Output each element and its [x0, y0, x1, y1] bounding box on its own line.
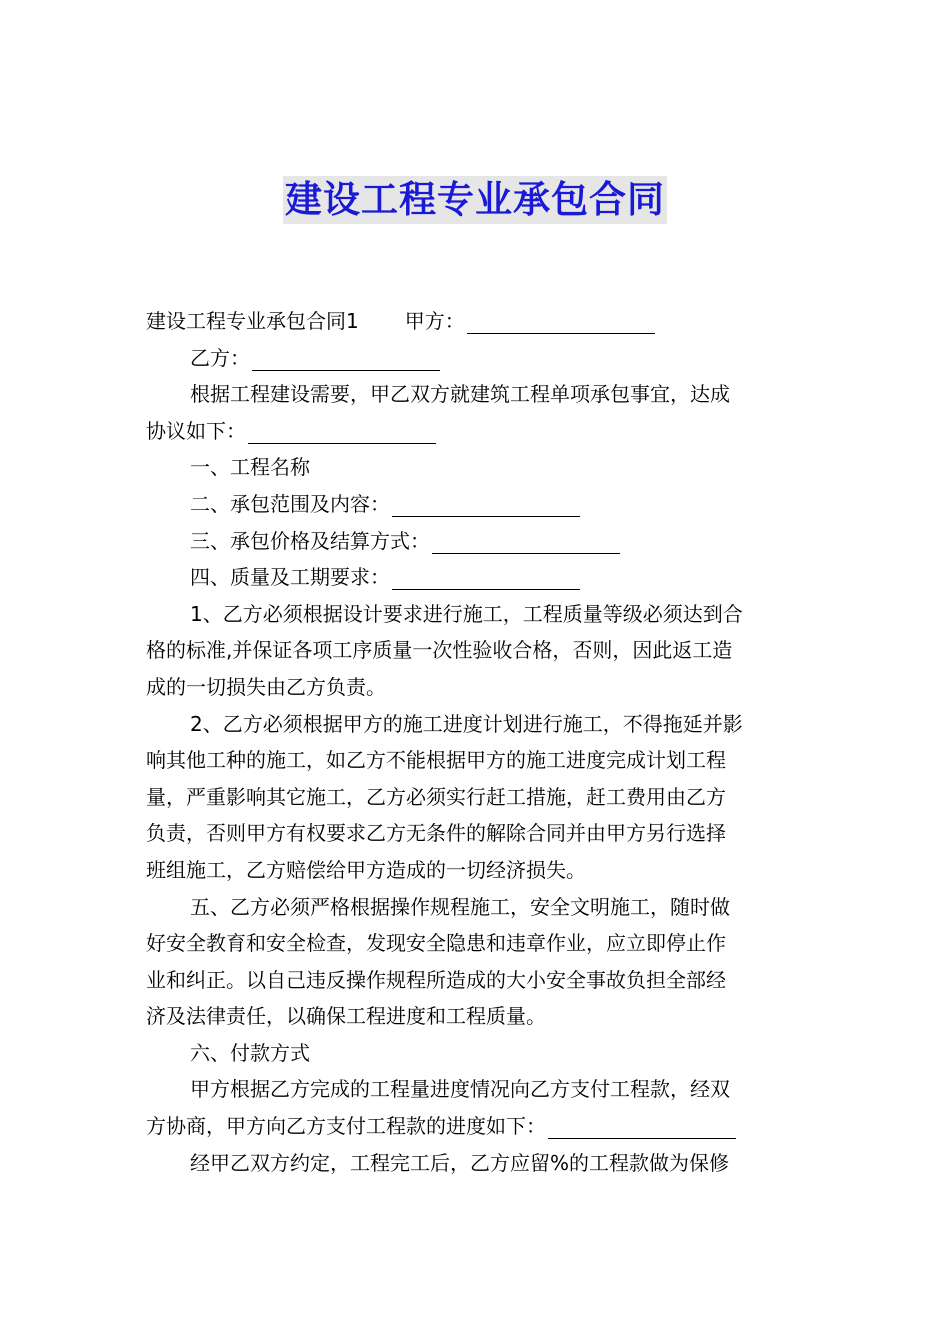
section-3: [146, 523, 806, 560]
section-1: 一、工程名称: [190, 455, 310, 480]
section-2: [146, 486, 806, 523]
intro-blank: [248, 421, 436, 444]
section-4-blank: [392, 567, 580, 590]
item-2-line-4: 负责，否则甲方有权要求乙方无条件的解除合同并由甲方另行选择: [146, 821, 726, 846]
section-5-line-4: 济及法律责任，以确保工程进度和工程质量。: [146, 1004, 546, 1029]
section-2-label: 二、承包范围及内容：: [190, 491, 390, 516]
payment-blank: [548, 1116, 736, 1139]
party-b-line: [146, 340, 806, 377]
section-6: 六、付款方式: [190, 1040, 310, 1065]
party-a-blank: [467, 311, 655, 334]
section-5-line-3: 业和纠正。以自己违反操作规程所造成的大小安全事故负担全部经: [146, 967, 726, 992]
section-3-blank: [432, 531, 620, 554]
document-title: 建设工程专业承包合同: [283, 176, 667, 224]
party-b-label: 乙方：: [190, 345, 250, 370]
section-2-blank: [392, 494, 580, 517]
section-5-line-1: 五、乙方必须严格根据操作规程施工，安全文明施工，随时做: [190, 894, 730, 919]
section-5-line-2: 好安全教育和安全检查，发现安全隐患和违章作业，应立即停止作: [146, 931, 726, 956]
section-3-label: 三、承包价格及结算方式：: [190, 528, 430, 553]
payment-label: 方协商，甲方向乙方支付工程款的进度如下：: [146, 1114, 546, 1139]
intro-line-2: [146, 413, 806, 450]
item-1-line-1: 1、乙方必须根据设计要求进行施工，工程质量等级必须达到合: [190, 601, 743, 626]
item-2-line-2: 响其他工种的施工，如乙方不能根据甲方的施工进度完成计划工程: [146, 748, 726, 773]
party-b-blank: [252, 348, 440, 371]
payment-line-1: 甲方根据乙方完成的工程量进度情况向乙方支付工程款，经双: [190, 1077, 730, 1102]
contract-ref: 建设工程专业承包合同1: [146, 309, 359, 333]
item-1-line-2: 格的标准,并保证各项工序质量一次性验收合格，否则，因此返工造: [146, 638, 733, 663]
header-line: [146, 303, 806, 340]
item-1-line-3: 成的一切损失由乙方负责。: [146, 674, 386, 699]
section-4-label: 四、质量及工期要求：: [190, 565, 390, 590]
payment-line-2: [146, 1108, 806, 1145]
title-block: [0, 176, 950, 224]
intro-line-1: 根据工程建设需要，甲乙双方就建筑工程单项承包事宜，达成: [190, 382, 730, 407]
intro-label: 协议如下：: [146, 418, 246, 443]
warranty-line: 经甲乙双方约定，工程完工后，乙方应留%的工程款做为保修: [190, 1150, 730, 1175]
party-a-label: 甲方：: [404, 309, 465, 333]
item-2-line-1: 2、乙方必须根据甲方的施工进度计划进行施工，不得拖延并影: [190, 711, 743, 736]
item-2-line-3: 量，严重影响其它施工，乙方必须实行赶工措施，赶工费用由乙方: [146, 784, 726, 809]
document-body: [146, 303, 806, 1181]
section-4: [146, 559, 806, 596]
item-2-line-5: 班组施工，乙方赔偿给甲方造成的一切经济损失。: [146, 857, 586, 882]
